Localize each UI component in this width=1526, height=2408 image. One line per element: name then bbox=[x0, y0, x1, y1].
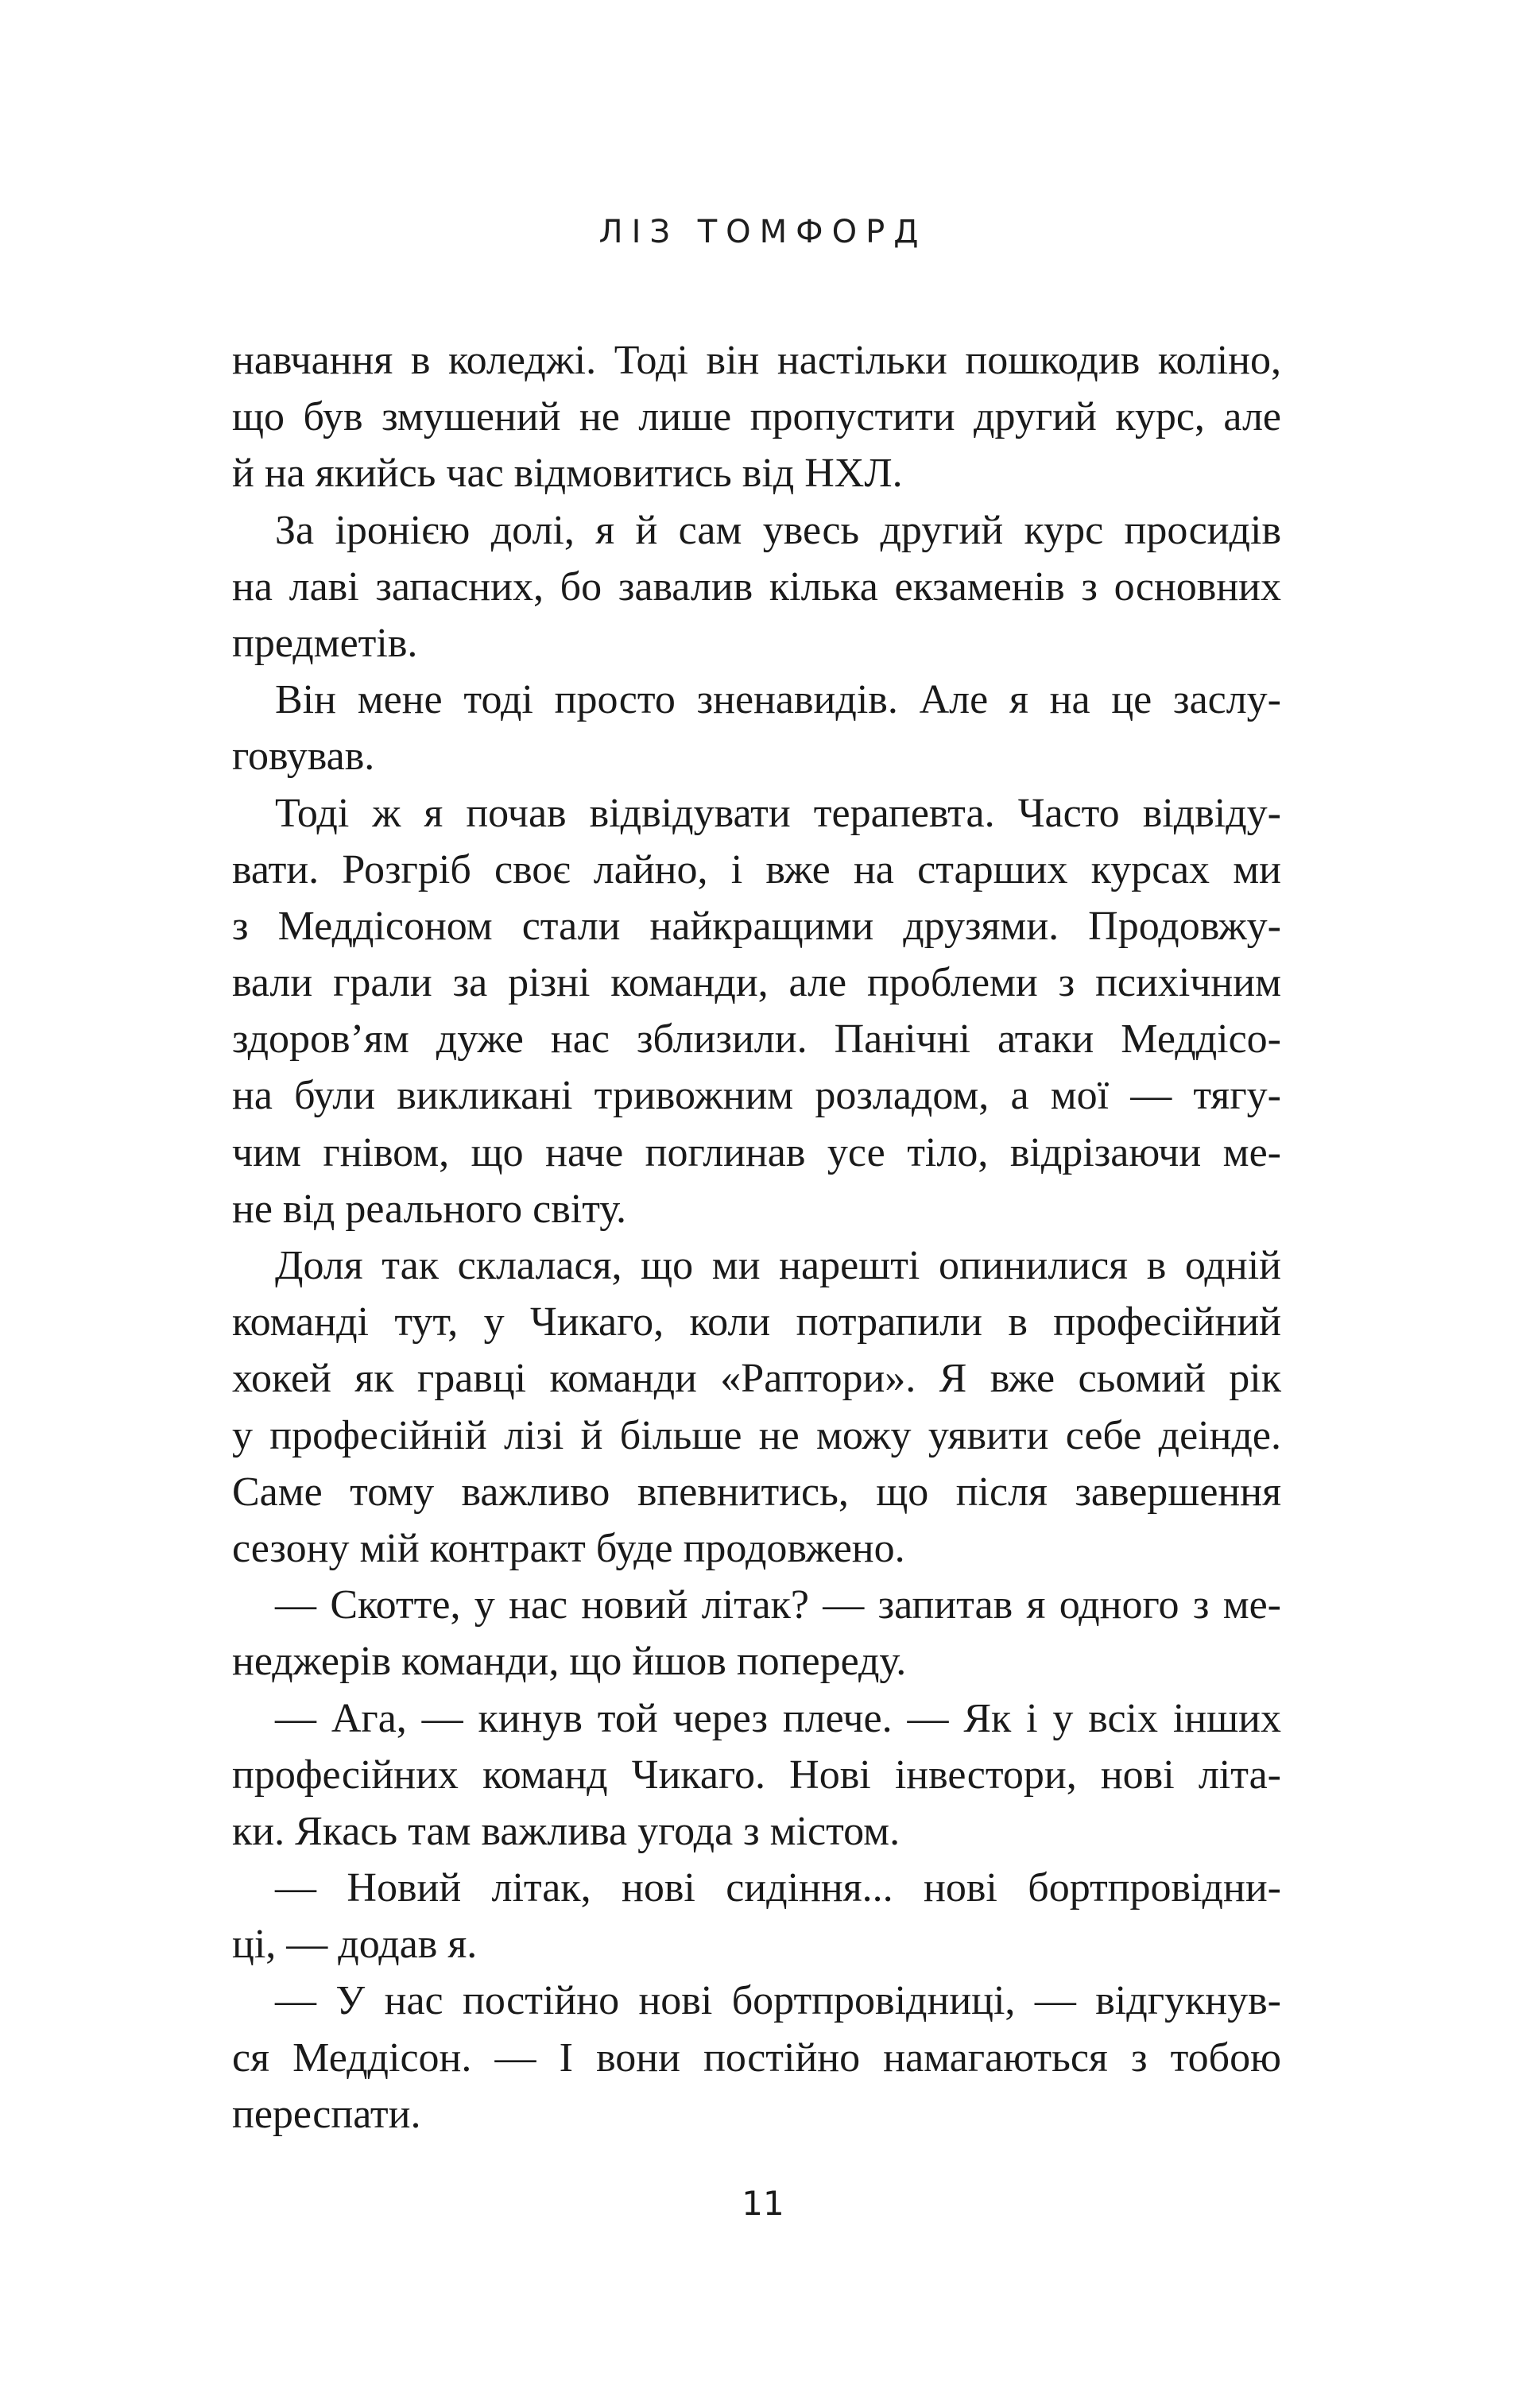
running-head: ЛІЗ ТОМФОРД bbox=[598, 214, 928, 250]
text-line: ки. Якась там важлива угода з містом. bbox=[232, 1808, 900, 1854]
text-line: ці, — додав я. bbox=[232, 1922, 478, 1968]
text-line: сезону мій контракт буде продовжено. bbox=[232, 1525, 905, 1571]
text-line: й на якийсь час відмовитись від НХЛ. bbox=[232, 451, 903, 497]
text-line: не від реального світу. bbox=[232, 1186, 627, 1232]
text-line: неджерів команди, що йшов попереду. bbox=[232, 1639, 907, 1685]
text-line: ся Меддісон. — І вони постійно намагаються з тобою bbox=[232, 2034, 1281, 2081]
text-line: Тоді ж я почав відвідувати терапевта. Часто відвіду- bbox=[275, 790, 1281, 836]
text-line: що був змушений не лише пропустити другий курс, але bbox=[232, 394, 1281, 440]
text-line: — У нас постійно нові бортпровідниці, — відгукнув- bbox=[275, 1978, 1281, 2024]
text-line: здоров’ям дуже нас зблизили. Панічні атаки Меддісо- bbox=[232, 1016, 1281, 1063]
text-line: на лаві запасних, бо завалив кілька екзаменів з основних bbox=[232, 563, 1281, 610]
text-line: навчання в коледжі. Тоді він настільки пошкодив коліно, bbox=[232, 338, 1281, 383]
text-line: Він мене тоді просто зненавидів. Але я на це заслу- bbox=[275, 677, 1281, 723]
page-number: 11 bbox=[742, 2184, 784, 2223]
text-line: — Новий літак, нові сидіння... нові бортпровідни- bbox=[275, 1865, 1281, 1911]
body-text bbox=[232, 332, 1281, 2143]
text-line: хокей як гравці команди «Раптори». Я вже сьомий рік bbox=[232, 1356, 1281, 1402]
text-line: вати. Розгріб своє лайно, і вже на старших курсах ми bbox=[232, 846, 1281, 892]
text-line: професійних команд Чикаго. Нові інвестори, нові літа- bbox=[232, 1752, 1281, 1798]
text-line: говував. bbox=[232, 734, 375, 780]
text-line: Доля так склалася, що ми нарешті опинилися в одній bbox=[275, 1243, 1281, 1288]
text-line: переспати. bbox=[232, 2091, 421, 2137]
text-line: вали грали за різні команди, але проблеми з психічним bbox=[232, 960, 1281, 1006]
text-line: — Скотте, у нас новий літак? — запитав я одного з ме- bbox=[275, 1582, 1281, 1628]
text-line: предметів. bbox=[232, 620, 418, 666]
text-line: з Меддісоном стали найкращими друзями. Продовжу- bbox=[232, 903, 1281, 949]
text-line: чим гнівом, що наче поглинав усе тіло, відрізаючи ме- bbox=[232, 1129, 1281, 1175]
text-line: — Ага, — кинув той через плече. — Як і у всіх інших bbox=[275, 1695, 1281, 1741]
text-line: у професійній лізі й більше не можу уявити себе деінде. bbox=[232, 1412, 1281, 1458]
text-line: команді тут, у Чикаго, коли потрапили в професійний bbox=[232, 1299, 1281, 1345]
text-line: Саме тому важливо впевнитись, що після завершення bbox=[232, 1469, 1281, 1515]
text-line: За іронією долі, я й сам увесь другий курс просидів bbox=[275, 507, 1281, 553]
text-line: на були викликані тривожним розладом, а мої — тягу- bbox=[232, 1073, 1281, 1119]
